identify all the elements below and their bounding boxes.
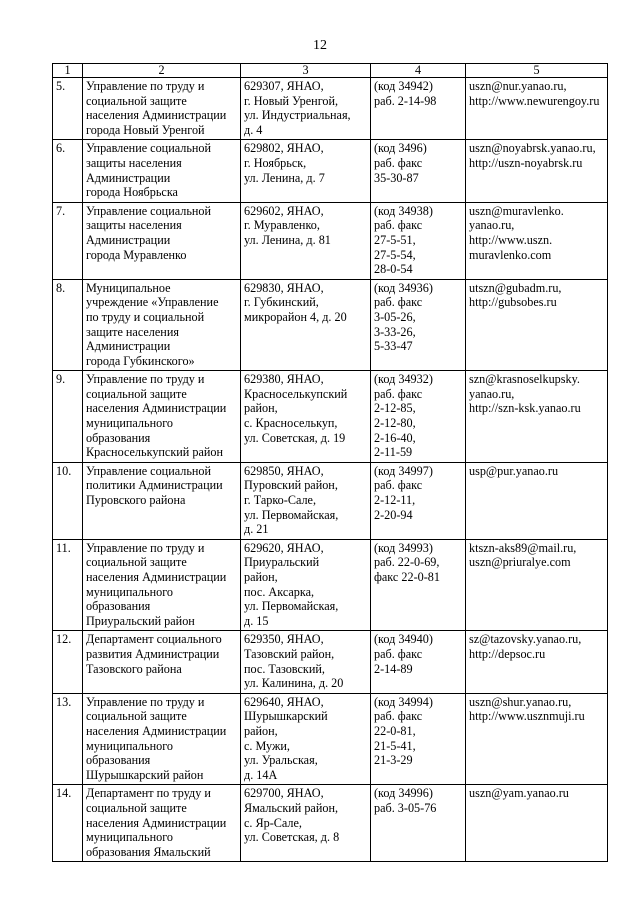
cell-phone-line: раб. факс bbox=[374, 218, 423, 233]
institutions-table bbox=[52, 63, 608, 862]
cell-phone bbox=[371, 78, 466, 140]
cell-name bbox=[83, 371, 241, 463]
cell-address-line: ул. Первомайская, bbox=[244, 507, 339, 522]
cell-address-line: ул. Советская, д. 8 bbox=[244, 830, 340, 845]
cell-address-line: Ямальский район, bbox=[244, 800, 339, 815]
cell-address-line: ул. Уральская, bbox=[244, 753, 318, 768]
cell-address-line: пос. Тазовский, bbox=[244, 661, 325, 676]
cell-phone-line: 2-16-40, bbox=[374, 430, 416, 445]
cell-phone-line: 3-05-26, bbox=[374, 309, 416, 324]
cell-address-line: д. 15 bbox=[244, 613, 269, 628]
cell-address bbox=[241, 631, 371, 693]
cell-number: 8. bbox=[53, 279, 83, 371]
cell-contacts bbox=[466, 279, 608, 371]
cell-name-line: муниципального bbox=[86, 738, 173, 753]
cell-name-line: образования Ямальский bbox=[86, 844, 211, 859]
cell-contacts bbox=[466, 462, 608, 539]
cell-address bbox=[241, 279, 371, 371]
cell-name-line: социальной защите bbox=[86, 93, 187, 108]
cell-name-line: населения Администрации bbox=[86, 108, 227, 123]
cell-name-line: защите населения bbox=[86, 324, 179, 339]
cell-number: 14. bbox=[53, 785, 83, 862]
cell-phone-line: 2-12-11, bbox=[374, 493, 416, 508]
cell-phone-line: (код 34936) bbox=[374, 280, 433, 295]
cell-name-line: города Новый Уренгой bbox=[86, 122, 205, 137]
cell-address-line: микрорайон 4, д. 20 bbox=[244, 309, 347, 324]
cell-contacts bbox=[466, 631, 608, 693]
cell-name-line: города Муравленко bbox=[86, 247, 187, 262]
cell-phone-line: раб. факс bbox=[374, 295, 423, 310]
cell-name-line: Управление социальной bbox=[86, 141, 212, 156]
column-header-phone: 4 bbox=[371, 64, 466, 78]
cell-address-line: Приуральский bbox=[244, 555, 320, 570]
cell-contacts-line: http://depsoc.ru bbox=[469, 646, 546, 661]
cell-contacts-line: yanao.ru, bbox=[469, 386, 515, 401]
cell-contacts-line: uszn@priuralye.com bbox=[469, 555, 571, 570]
cell-address bbox=[241, 140, 371, 202]
cell-phone bbox=[371, 279, 466, 371]
cell-phone-line: (код 34994) bbox=[374, 694, 433, 709]
cell-phone-line: 28-0-54 bbox=[374, 262, 413, 277]
cell-phone-line: 2-12-80, bbox=[374, 416, 416, 431]
cell-phone-line: 21-5-41, bbox=[374, 738, 416, 753]
cell-phone-line: 27-5-54, bbox=[374, 247, 416, 262]
cell-number: 7. bbox=[53, 202, 83, 279]
cell-address-line: ул. Советская, д. 19 bbox=[244, 430, 346, 445]
cell-name-line: населения Администрации bbox=[86, 570, 227, 584]
cell-name-line: Управление по труду и bbox=[86, 79, 205, 93]
cell-name-line: муниципального bbox=[86, 584, 173, 599]
cell-name-line: Администрации bbox=[86, 170, 171, 185]
cell-phone bbox=[371, 631, 466, 693]
cell-name-line: населения Администрации bbox=[86, 723, 227, 738]
cell-name-line: Муниципальное bbox=[86, 280, 171, 295]
cell-name-line: Администрации bbox=[86, 232, 171, 247]
cell-number: 13. bbox=[53, 693, 83, 785]
cell-address-line: Красноселькупский bbox=[244, 386, 348, 401]
cell-address bbox=[241, 78, 371, 140]
cell-address-line: 629700, ЯНАО, bbox=[244, 786, 324, 801]
table-row bbox=[53, 693, 608, 785]
cell-contacts-line: utszn@gubadm.ru, bbox=[469, 280, 562, 295]
cell-contacts-line: uszn@nur.yanao.ru, bbox=[469, 79, 567, 93]
cell-phone-line: (код 34997) bbox=[374, 463, 433, 478]
cell-phone-line: 22-0-81, bbox=[374, 723, 416, 738]
cell-contacts-line: szn@krasnoselkupsky. bbox=[469, 372, 580, 387]
cell-phone bbox=[371, 140, 466, 202]
cell-address-line: ул. Калинина, д. 20 bbox=[244, 676, 344, 691]
cell-contacts-line: http://www.newurengoy.ru bbox=[469, 93, 600, 108]
cell-address-line: 629380, ЯНАО, bbox=[244, 372, 324, 387]
cell-phone-line: раб. факс bbox=[374, 478, 423, 493]
table-row bbox=[53, 202, 608, 279]
cell-address-line: ул. Первомайская, bbox=[244, 599, 339, 614]
cell-phone-line: 2-12-85, bbox=[374, 401, 416, 416]
cell-address-line: г. Ноябрьск, bbox=[244, 155, 307, 170]
cell-phone-line: 35-30-87 bbox=[374, 170, 419, 185]
cell-address-line: г. Муравленко, bbox=[244, 218, 320, 233]
cell-contacts-line: uszn@noyabrsk.yanao.ru, bbox=[469, 141, 596, 156]
cell-phone-line: 2-11-59 bbox=[374, 445, 413, 460]
cell-address-line: ул. Индустриальная, bbox=[244, 108, 351, 123]
cell-phone-line: (код 3496) bbox=[374, 141, 427, 156]
cell-name bbox=[83, 785, 241, 862]
cell-contacts-line: uszn@muravlenko. bbox=[469, 203, 564, 218]
cell-address-line: ул. Ленина, д. 81 bbox=[244, 232, 331, 247]
table-row bbox=[53, 631, 608, 693]
cell-name bbox=[83, 631, 241, 693]
cell-name-line: образования bbox=[86, 753, 151, 768]
table-row bbox=[53, 462, 608, 539]
cell-contacts-line: ktszn-aks89@mail.ru, bbox=[469, 540, 577, 555]
cell-name-line: Управление по труду и bbox=[86, 694, 205, 709]
cell-number: 6. bbox=[53, 140, 83, 202]
cell-phone bbox=[371, 785, 466, 862]
cell-name-line: социальной защите bbox=[86, 709, 187, 724]
table-row bbox=[53, 279, 608, 371]
cell-name-line: Управление социальной bbox=[86, 203, 212, 218]
cell-address-line: пос. Аксарка, bbox=[244, 584, 315, 599]
cell-address-line: район, bbox=[244, 401, 278, 416]
cell-name-line: политики Администрации bbox=[86, 478, 223, 493]
cell-name-line: образования bbox=[86, 430, 151, 445]
cell-contacts-line: http://www.usznmuji.ru bbox=[469, 709, 585, 724]
cell-name-line: защиты населения bbox=[86, 155, 182, 170]
cell-number: 9. bbox=[53, 371, 83, 463]
cell-address bbox=[241, 371, 371, 463]
cell-contacts bbox=[466, 785, 608, 862]
cell-address-line: г. Тарко-Сале, bbox=[244, 493, 316, 508]
cell-phone-line: (код 34996) bbox=[374, 786, 433, 801]
cell-phone-line: раб. 3-05-76 bbox=[374, 800, 437, 815]
cell-address-line: район, bbox=[244, 570, 278, 584]
cell-address-line: 629350, ЯНАО, bbox=[244, 632, 324, 647]
cell-address-line: 629850, ЯНАО, bbox=[244, 463, 324, 478]
cell-phone-line: (код 34932) bbox=[374, 372, 433, 387]
cell-contacts-line: http://www.uszn. bbox=[469, 232, 553, 247]
cell-address-line: Тазовский район, bbox=[244, 646, 335, 661]
cell-contacts-line: http://szn-ksk.yanao.ru bbox=[469, 401, 581, 416]
cell-number: 11. bbox=[53, 539, 83, 631]
cell-name-line: Приуральский район bbox=[86, 613, 195, 628]
cell-address-line: д. 14А bbox=[244, 767, 278, 782]
cell-name-line: социальной защите bbox=[86, 555, 187, 570]
cell-contacts bbox=[466, 78, 608, 140]
cell-phone-line: 5-33-47 bbox=[374, 339, 413, 354]
cell-contacts-line: http://uszn-noyabrsk.ru bbox=[469, 155, 583, 170]
cell-address-line: с. Яр-Сале, bbox=[244, 815, 302, 830]
cell-name-line: Шурышкарский район bbox=[86, 767, 204, 782]
cell-phone bbox=[371, 539, 466, 631]
column-header-name: 2 bbox=[83, 64, 241, 78]
cell-contacts bbox=[466, 693, 608, 785]
cell-name-line: населения Администрации bbox=[86, 815, 227, 830]
cell-name-line: Администрации bbox=[86, 339, 171, 354]
cell-address bbox=[241, 202, 371, 279]
cell-phone bbox=[371, 693, 466, 785]
cell-phone bbox=[371, 462, 466, 539]
cell-address bbox=[241, 539, 371, 631]
cell-phone-line: 27-5-51, bbox=[374, 232, 416, 247]
cell-contacts bbox=[466, 371, 608, 463]
cell-phone-line: (код 34993) bbox=[374, 540, 433, 555]
table-row bbox=[53, 371, 608, 463]
cell-address-line: 629620, ЯНАО, bbox=[244, 540, 324, 555]
cell-address-line: ул. Ленина, д. 7 bbox=[244, 170, 325, 185]
cell-name-line: города Губкинского» bbox=[86, 353, 195, 368]
cell-number: 10. bbox=[53, 462, 83, 539]
cell-name-line: образования bbox=[86, 599, 151, 614]
cell-address-line: д. 21 bbox=[244, 522, 269, 537]
cell-name bbox=[83, 78, 241, 140]
cell-address bbox=[241, 693, 371, 785]
cell-name-line: муниципального bbox=[86, 830, 173, 845]
table-row bbox=[53, 78, 608, 140]
cell-phone-line: 2-20-94 bbox=[374, 507, 413, 522]
cell-name-line: социальной защите bbox=[86, 800, 187, 815]
cell-phone bbox=[371, 202, 466, 279]
column-header-contacts: 5 bbox=[466, 64, 608, 78]
cell-address-line: 629830, ЯНАО, bbox=[244, 280, 324, 295]
page-number: 12 bbox=[313, 38, 327, 53]
cell-name bbox=[83, 539, 241, 631]
cell-name-line: Пуровского района bbox=[86, 493, 186, 508]
cell-address-line: г. Губкинский, bbox=[244, 295, 319, 310]
cell-contacts-line: sz@tazovsky.yanao.ru, bbox=[469, 632, 582, 647]
table-row bbox=[53, 140, 608, 202]
cell-name bbox=[83, 462, 241, 539]
cell-number: 5. bbox=[53, 78, 83, 140]
cell-address bbox=[241, 785, 371, 862]
cell-number: 12. bbox=[53, 631, 83, 693]
table-row bbox=[53, 539, 608, 631]
cell-name bbox=[83, 140, 241, 202]
cell-contacts-line: muravlenko.com bbox=[469, 247, 552, 262]
cell-name-line: муниципального bbox=[86, 416, 173, 431]
cell-address-line: район, bbox=[244, 723, 278, 738]
cell-name-line: защиты населения bbox=[86, 218, 182, 233]
table-body bbox=[53, 78, 608, 862]
cell-name-line: Департамент по труду и bbox=[86, 786, 211, 801]
cell-phone-line: факс 22-0-81 bbox=[374, 570, 440, 584]
cell-contacts bbox=[466, 202, 608, 279]
cell-name-line: Департамент социального bbox=[86, 632, 222, 647]
cell-contacts-line: uszn@shur.yanao.ru, bbox=[469, 694, 572, 709]
cell-name-line: социальной защите bbox=[86, 386, 187, 401]
cell-phone-line: 21-3-29 bbox=[374, 753, 413, 768]
cell-address-line: Шурышкарский bbox=[244, 709, 328, 724]
cell-phone-line: раб. факс bbox=[374, 646, 423, 661]
cell-contacts-line: uszn@yam.yanao.ru bbox=[469, 786, 569, 801]
cell-phone-line: раб. факс bbox=[374, 709, 423, 724]
cell-contacts-line: http://gubsobes.ru bbox=[469, 295, 557, 310]
cell-name-line: Красноселькупский район bbox=[86, 445, 223, 460]
cell-name-line: Управление по труду и bbox=[86, 372, 205, 387]
cell-name-line: Управление по труду и bbox=[86, 540, 205, 555]
cell-phone-line: раб. 22-0-69, bbox=[374, 555, 440, 570]
table-header-row bbox=[53, 64, 608, 78]
cell-name bbox=[83, 693, 241, 785]
cell-address-line: 629640, ЯНАО, bbox=[244, 694, 324, 709]
cell-name-line: развития Администрации bbox=[86, 646, 220, 661]
table-row bbox=[53, 785, 608, 862]
cell-contacts-line: usp@pur.yanao.ru bbox=[469, 463, 559, 478]
cell-name-line: Управление социальной bbox=[86, 463, 212, 478]
cell-phone bbox=[371, 371, 466, 463]
cell-address-line: с. Мужи, bbox=[244, 738, 290, 753]
cell-contacts bbox=[466, 140, 608, 202]
cell-address-line: 629602, ЯНАО, bbox=[244, 203, 324, 218]
column-header-number: 1 bbox=[53, 64, 83, 78]
column-header-address: 3 bbox=[241, 64, 371, 78]
cell-name-line: по труду и социальной bbox=[86, 309, 205, 324]
cell-phone-line: (код 34942) bbox=[374, 79, 433, 93]
cell-phone-line: 3-33-26, bbox=[374, 324, 416, 339]
cell-name bbox=[83, 202, 241, 279]
cell-name-line: Тазовского района bbox=[86, 661, 182, 676]
cell-address-line: 629307, ЯНАО, bbox=[244, 79, 324, 93]
cell-name bbox=[83, 279, 241, 371]
cell-address-line: д. 4 bbox=[244, 122, 263, 137]
cell-phone-line: 2-14-89 bbox=[374, 661, 413, 676]
cell-address-line: Пуровский район, bbox=[244, 478, 338, 493]
cell-contacts bbox=[466, 539, 608, 631]
cell-contacts-line: yanao.ru, bbox=[469, 218, 515, 233]
cell-phone-line: раб. 2-14-98 bbox=[374, 93, 437, 108]
cell-name-line: населения Администрации bbox=[86, 401, 227, 416]
cell-address bbox=[241, 462, 371, 539]
cell-phone-line: раб. факс bbox=[374, 155, 423, 170]
cell-address-line: 629802, ЯНАО, bbox=[244, 141, 324, 156]
cell-phone-line: раб. факс bbox=[374, 386, 423, 401]
cell-name-line: города Ноябрьска bbox=[86, 185, 178, 200]
cell-address-line: с. Красноселькуп, bbox=[244, 416, 338, 431]
cell-phone-line: (код 34940) bbox=[374, 632, 433, 647]
cell-phone-line: (код 34938) bbox=[374, 203, 433, 218]
cell-name-line: учреждение «Управление bbox=[86, 295, 219, 310]
cell-address-line: г. Новый Уренгой, bbox=[244, 93, 339, 108]
